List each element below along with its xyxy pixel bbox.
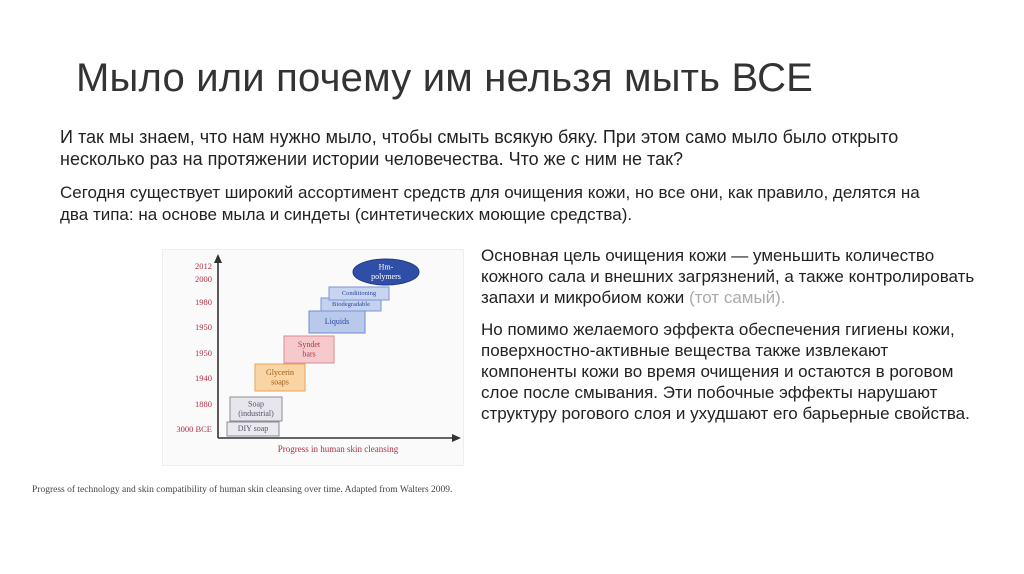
cleansing-step-label: soaps	[271, 377, 289, 387]
year-label: 1980	[195, 297, 212, 307]
slide-title: Мыло или почему им нельзя мыть ВСЕ	[76, 56, 814, 100]
types-paragraph: Сегодня существует широкий ассортимент средств для очищения кожи, но все они, как правило, делятся на два типа: на основе мыла и синдеты (синтетических моющие средства).	[60, 183, 920, 224]
cleansing-step-label: polymers	[371, 271, 401, 281]
cleansing-step-label: Soap	[248, 399, 264, 409]
year-label: 1950	[195, 322, 212, 332]
cleansing-step	[353, 259, 419, 285]
cleansing-goal-text: Основная цель очищения кожи — уменьшить количество кожного сала и внешних загрязнений, а также контролировать запахи и микробиом кожи	[481, 246, 975, 307]
x-axis-label: Progress in human skin cleansing	[277, 444, 399, 454]
skin-cleansing-progress-figure	[162, 249, 464, 466]
year-label: 1950	[195, 348, 212, 358]
cleansing-step-label: DIY soap	[237, 424, 269, 434]
cleansing-step-label: (industrial)	[238, 408, 274, 418]
year-label: 1880	[195, 399, 212, 409]
year-label: 3000 BCE	[176, 424, 212, 434]
cleansing-step	[329, 287, 389, 300]
cleansing-step-label: bars	[302, 349, 316, 359]
side-effects-paragraph: Но помимо желаемого эффекта обеспечения гигиены кожи, поверхностно-активные вещества также извлекают компоненты кожи во время очищения и остаются в роговом слое после смывания. Эти побочные эффекты нарушают структуру рогового слоя и ухудшают его барьерные свойства.	[481, 320, 970, 423]
intro-paragraph: И так мы знаем, что нам нужно мыло, чтобы смыть всякую бяку. При этом само мыло было открыто несколько раз на протяжении истории человечества. Что же с ним не так?	[60, 127, 899, 169]
cleansing-step	[255, 364, 305, 391]
cleansing-step-label: Biodegradable	[332, 301, 370, 309]
cleansing-step	[230, 397, 282, 421]
figure-caption: Progress of technology and skin compatibility of human skin cleansing over time. Adapted from Walters 2009.	[32, 485, 453, 495]
year-label: 2012	[195, 261, 212, 271]
cleansing-step-label: Syndet	[297, 339, 321, 349]
cleansing-step	[284, 336, 334, 363]
year-label: 2000	[195, 274, 212, 284]
progress-diagram	[163, 250, 463, 465]
cleansing-step	[227, 422, 279, 436]
y-axis-arrowhead	[214, 254, 222, 263]
x-axis-arrowhead	[452, 434, 461, 442]
cleansing-step-label: Hm-	[378, 262, 394, 272]
cleansing-step-label: Liquids	[324, 317, 350, 327]
year-label: 1940	[195, 373, 212, 383]
cleansing-step-label: Conditioning	[341, 290, 377, 298]
cleansing-step-label: Glycerin	[266, 367, 294, 377]
cleansing-goal-paragraph	[481, 245, 981, 308]
cleansing-step	[309, 311, 365, 333]
microbiome-link[interactable]: (тот самый).	[688, 288, 786, 307]
